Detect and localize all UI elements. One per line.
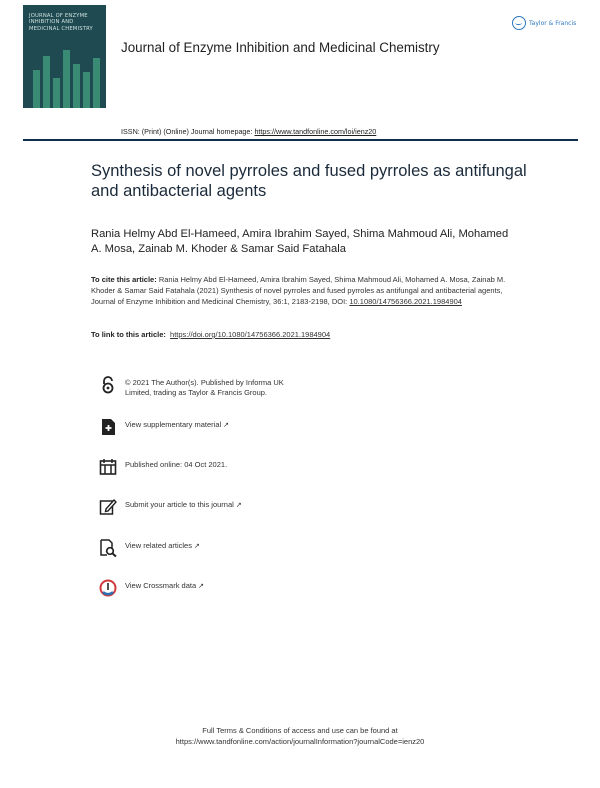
calendar-icon <box>99 458 117 476</box>
crossmark-row[interactable] <box>95 579 315 599</box>
external-link-icon: ↗ <box>198 583 205 590</box>
footer-terms-link[interactable]: https://www.tandfonline.com/action/journalInformation?journalCode=ienz20 <box>175 737 425 746</box>
license-text: © 2021 The Author(s). Published by Informa UK Limited, trading as Taylor & Francis Group. <box>125 378 284 397</box>
cover-title: JOURNAL OF ENZYME INHIBITION AND MEDICINAL CHEMISTRY <box>29 13 93 32</box>
cover-stripe <box>43 56 50 108</box>
footer <box>0 725 600 747</box>
link-label: To link to this article: <box>91 330 166 339</box>
external-link-icon: ↗ <box>223 422 230 429</box>
article-doi-link[interactable]: https://doi.org/10.1080/14756366.2021.1984904 <box>170 330 331 339</box>
open-access-icon <box>99 376 117 394</box>
published-date: Published online: 04 Oct 2021. <box>125 460 228 469</box>
publisher-name: Taylor & Francis <box>529 19 577 27</box>
related-link[interactable] <box>125 541 305 552</box>
submit-link[interactable] <box>125 500 305 511</box>
submit-row[interactable] <box>95 498 315 518</box>
cite-doi-link[interactable]: 10.1080/14756366.2021.1984904 <box>349 296 462 306</box>
publisher-logo-icon <box>512 16 526 30</box>
crossmark-link[interactable] <box>125 581 305 592</box>
supplementary-label: View supplementary material <box>125 420 222 429</box>
journal-homepage-link[interactable]: https://www.tandfonline.com/loi/ienz20 <box>254 127 377 136</box>
issn-line <box>121 127 376 136</box>
supplementary-link[interactable] <box>125 420 305 431</box>
article-title: Synthesis of novel pyrroles and fused pyrroles as antifungal and antibacterial agents <box>91 162 527 200</box>
cover-stripe <box>33 70 40 108</box>
journal-cover <box>23 5 106 108</box>
footer-terms-text: Full Terms & Conditions of access and use can be found at <box>202 726 398 735</box>
cover-stripe <box>73 64 80 108</box>
related-row[interactable] <box>95 539 315 559</box>
external-link-icon: ↗ <box>235 502 242 509</box>
issn-label: ISSN: (Print) (Online) Journal homepage: <box>121 127 253 136</box>
license-row <box>95 376 315 410</box>
publisher-logo[interactable] <box>512 16 576 30</box>
cover-stripe <box>53 78 60 108</box>
journal-title: Journal of Enzyme Inhibition and Medicinal Chemistry <box>121 40 440 55</box>
crossmark-icon <box>99 579 117 597</box>
crossmark-label: View Crossmark data <box>125 581 197 590</box>
external-link-icon: ↗ <box>193 543 200 550</box>
edit-icon <box>99 498 117 516</box>
supplementary-row[interactable] <box>95 418 315 438</box>
article-link-line <box>91 330 330 339</box>
article-authors: Rania Helmy Abd El-Hameed, Amira Ibrahim Sayed, Shima Mahmoud Ali, Mohamed A. Mosa, Zainab M. Khoder & Samar Said Fatahala <box>91 228 509 255</box>
cite-label: To cite this article: <box>91 275 157 284</box>
submit-label: Submit your article to this journal <box>125 500 234 509</box>
citation <box>91 275 511 307</box>
header-rule <box>23 139 578 141</box>
supplementary-file-icon <box>99 418 117 436</box>
cover-stripe <box>63 50 70 108</box>
cover-stripe <box>93 58 100 108</box>
related-articles-icon <box>99 539 117 557</box>
cite-text: Rania Helmy Abd El-Hameed, Amira Ibrahim Sayed, Shima Mahmoud Ali, Mohamed A. Mosa, Zainab M. Khoder & Samar Said Fatahala (2021) Synthesis of novel pyrroles and fused pyrroles as antifungal and antibacterial agents, Journal of Enzyme Inhibition and Medicinal Chemistry, 36:1, 2183-2198, DOI: <box>91 275 506 306</box>
cover-stripe <box>83 72 90 108</box>
related-label: View related articles <box>125 541 192 550</box>
published-row <box>95 458 315 478</box>
